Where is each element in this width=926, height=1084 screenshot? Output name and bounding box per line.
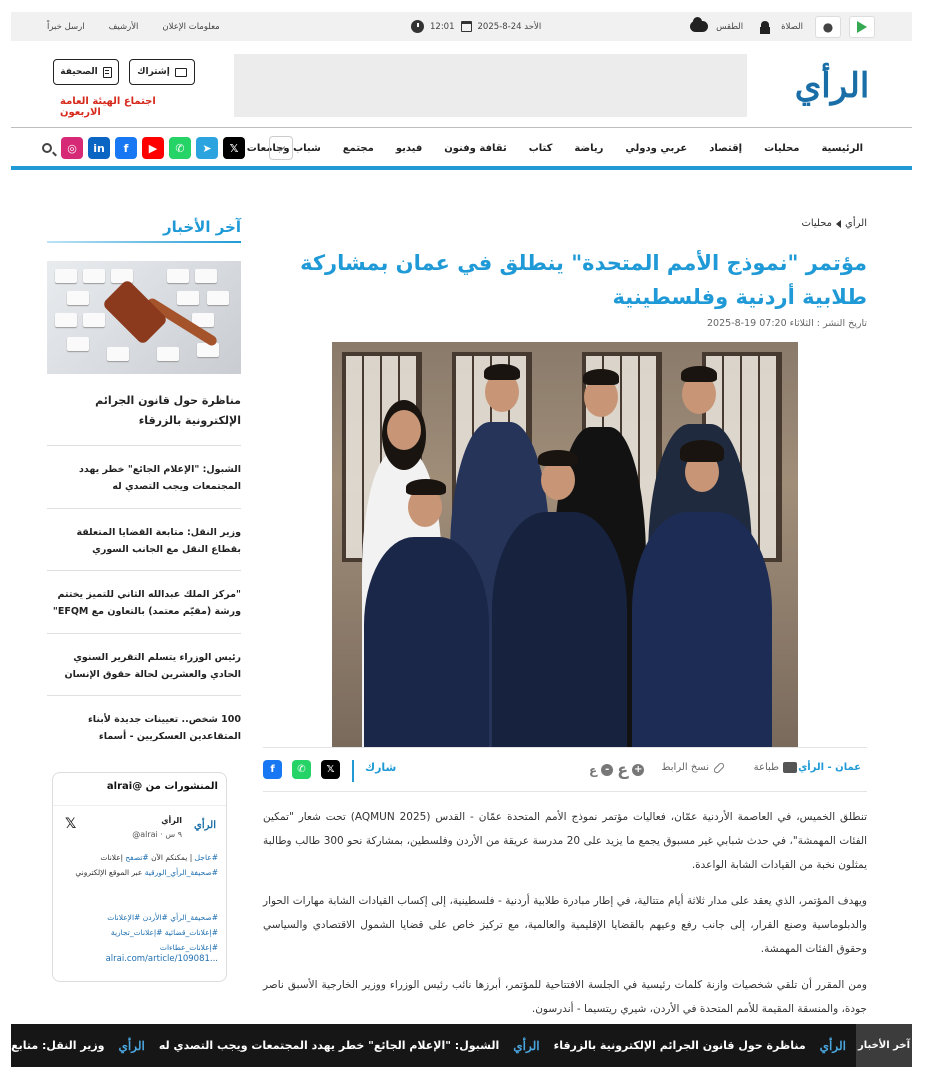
link-icon xyxy=(713,761,726,774)
tweet-author-handle: @alrai · ٩ س xyxy=(132,830,182,839)
copy-link-button[interactable] xyxy=(661,762,725,773)
featured-news-image[interactable] xyxy=(47,261,241,374)
date-value: الأحد 24-8-2025 xyxy=(477,21,542,32)
nav-item-local[interactable]: محليات xyxy=(764,142,800,154)
font-letter-small: ع xyxy=(589,762,598,777)
sidebar-divider xyxy=(47,633,241,634)
search-icon xyxy=(42,143,52,153)
sidebar-title: آخر الأخبار xyxy=(162,218,241,236)
ticker-label: آخر الأخبار xyxy=(856,1024,912,1067)
share-icons xyxy=(263,760,340,779)
nav-item-economy[interactable]: إقتصاد xyxy=(709,142,743,154)
tweet-hashtag[interactable]: #عاجل xyxy=(194,853,218,862)
sidebar-news-item[interactable]: "مركز الملك عبدالله الثاني للتميز يختتم ورشة (مقيّم معتمد) بالتعاون مع EFQM" xyxy=(52,589,241,617)
newspaper-button[interactable] xyxy=(53,59,119,85)
tweet-hashtag[interactable]: #صحيفة_الرأي_الورقية xyxy=(144,868,218,877)
chevron-down-icon xyxy=(277,142,285,150)
nav-item-sports[interactable]: رياضة xyxy=(574,142,604,154)
article-paragraph: تنطلق الخميس، في العاصمة الأردنية عمّان، فعاليات مؤتمر نموذج الأمم المتحدة عمّان - القدس (AQMUN 2025) تحت شعار "تمكين الفئات المهمشة"، في حدث شبابي غير مسبوق يجمع ما يزيد على 20 مدرسة عريقة من الأردن وفلسطين، بمشاركة نحو 300 طالب وطالبة يمثلون نخبة من القيادات الشابة الواعدة. xyxy=(263,811,868,871)
tweet-card[interactable] xyxy=(53,805,227,982)
site-logo[interactable] xyxy=(786,55,878,117)
instagram-icon[interactable]: ◎ xyxy=(61,137,83,159)
ad-banner xyxy=(234,54,747,117)
article-author[interactable]: عمان - الرأي xyxy=(798,762,861,773)
top-link-archive[interactable]: الأرشيف xyxy=(108,21,139,32)
ticker-logo-icon: الرأي xyxy=(118,1038,145,1053)
article-paragraph: ويهدف المؤتمر، الذي يعقد على مدار ثلاثة أيام متتالية، في إطار مبادرة طلابية أردنية - فلسطينية، إلى إكساب القيادات الشابة مهارات الحوار والدبلوماسية وصنع القرار، إلى جانب رفع وعيهم بالقضايا الإقليمية والعالمية، مع تركيز خاص على قضايا الشمول الاقتصادي والسياسي وحقوق الفئات المهمشة. xyxy=(263,895,867,955)
ticker-item[interactable]: مناظرة حول قانون الجرائم الإلكترونية بالزرقاء xyxy=(553,1039,806,1052)
nav-item-world[interactable]: عربي ودولي xyxy=(625,142,688,154)
newspaper-label: الصحيفة xyxy=(60,67,98,77)
sidebar-divider xyxy=(47,570,241,571)
utility-icons xyxy=(690,16,875,38)
newspaper-icon xyxy=(103,67,112,78)
tweet-text-part: عبر الموقع الإلكتروني xyxy=(75,868,145,877)
chevron-left-icon xyxy=(836,220,841,228)
ticker-item[interactable]: الشبول: "الإعلام الجائع" خطر يهدد المجتمعات ويجب التصدي له xyxy=(158,1039,500,1052)
article-paragraph: ومن المقرر أن تلقي شخصيات وازنة كلمات رئيسية في الجلسة الافتتاحية للمؤتمر، أبرزها نائب رئيس الوزراء ووزير الخارجية الأسبق ناصر جودة، والمنسقة المقيمة للأمم المتحدة في الأردن، شيري ريتسيما - أندرسون. xyxy=(263,979,867,1015)
tweet-avatar[interactable]: الرأي xyxy=(194,820,216,831)
mosque-icon[interactable] xyxy=(757,20,773,34)
tweet-link[interactable]: alrai.com/article/109081... xyxy=(105,954,218,964)
header-alert-link[interactable]: اجتماع الهيئة العامة الاربعون xyxy=(60,96,156,118)
sidebar-divider xyxy=(47,508,241,509)
tweet-text-part: | يمكنكم الآن xyxy=(148,853,195,862)
publish-date: تاريخ النشر : الثلاثاء 07:20 19-8-2025 xyxy=(707,318,867,329)
font-letter-large: ع xyxy=(617,760,629,779)
ticker-logo-icon: الرأي xyxy=(513,1038,540,1053)
twitter-embed-header: المنشورات من @alrai xyxy=(106,781,218,792)
apple-icon: ● xyxy=(822,19,834,34)
nav-items xyxy=(236,128,874,168)
logo-text: الرأي xyxy=(794,66,870,106)
time-value: 12:01 xyxy=(430,21,455,32)
calendar-icon xyxy=(461,21,472,32)
font-increase-button[interactable]: + xyxy=(633,764,643,775)
article-title: مؤتمر "نموذج الأمم المتحدة" ينطلق في عمان بمشاركة طلابية أردنية وفلسطينية xyxy=(300,251,867,309)
tweet-text-part: إعلانات xyxy=(100,853,126,862)
sidebar-divider xyxy=(47,445,241,446)
weather-label[interactable]: الطقس xyxy=(716,21,744,32)
font-decrease-button[interactable]: - xyxy=(601,764,613,776)
clock-icon xyxy=(411,20,424,33)
subscribe-label: إشتراك xyxy=(137,67,170,77)
top-link-send-news[interactable]: ارسل خبراً xyxy=(47,21,85,32)
print-label: طباعة xyxy=(753,762,779,773)
nav-more-button[interactable] xyxy=(269,136,293,160)
facebook-icon[interactable]: f xyxy=(115,137,137,159)
news-ticker xyxy=(11,1024,912,1067)
social-links xyxy=(38,137,245,159)
sidebar-news-item[interactable]: وزير النقل: متابعة القضايا المتعلقة بقطاع النقل مع الجانب السوري xyxy=(76,527,241,555)
subscribe-button[interactable] xyxy=(129,59,195,85)
google-play-icon xyxy=(857,21,867,33)
sidebar-news-item[interactable]: الشبول: "الإعلام الجائع" خطر يهدد المجتمعات ويجب التصدي له xyxy=(79,464,241,492)
sidebar-news-item[interactable]: رئيس الوزراء يتسلم التقرير السنوي الحادي والعشرين لحالة حقوق الإنسان xyxy=(64,652,241,680)
whatsapp-icon[interactable]: ✆ xyxy=(169,137,191,159)
nav-item-culture[interactable]: ثقافة وفنون xyxy=(444,142,507,154)
sidebar-divider xyxy=(47,695,241,696)
tweet-hashtag[interactable]: #تصفح xyxy=(125,853,149,862)
print-button[interactable] xyxy=(754,762,797,773)
sidebar-featured-title[interactable]: مناظرة حول قانون الجرائم الإلكترونية بالزرقاء xyxy=(95,394,241,427)
breadcrumb-section[interactable]: محليات xyxy=(801,218,833,229)
share-label: شارك xyxy=(365,761,397,774)
breadcrumb xyxy=(801,218,867,229)
x-icon[interactable]: 𝕏 xyxy=(223,137,245,159)
top-link-ad-info[interactable]: معلومات الإعلان xyxy=(162,21,220,32)
ticker-track xyxy=(11,1024,846,1067)
google-play-button[interactable] xyxy=(849,16,875,38)
sidebar-news-item[interactable]: 100 شخص.. تعيينات جديدة لأبناء المتقاعدين العسكريين - أسماء xyxy=(87,714,241,742)
tweet-text xyxy=(60,850,218,880)
card-icon xyxy=(175,68,187,77)
nav-item-youth[interactable]: شباب وجامعات xyxy=(246,142,321,154)
ticker-logo-icon: الرأي xyxy=(819,1038,846,1053)
top-links xyxy=(47,22,220,32)
article-photo xyxy=(332,342,798,747)
x-logo-icon[interactable]: 𝕏 xyxy=(65,816,77,832)
prayer-label[interactable]: الصلاة xyxy=(781,21,803,32)
date-time xyxy=(411,12,541,41)
main-nav xyxy=(11,128,912,168)
telegram-icon[interactable]: ➤ xyxy=(196,137,218,159)
share-toolbar xyxy=(263,747,867,792)
nav-accent-bar xyxy=(11,166,912,170)
sidebar-title-underline xyxy=(47,241,241,243)
tweet-hashtags[interactable]: #صحيفة_الرأي #الأردن #الإعلانات #إعلانات_قضائية #إعلانات_تجارية #إعلانات_عطاءات xyxy=(107,913,218,952)
share-facebook-icon[interactable]: f xyxy=(263,760,282,779)
copy-link-label: نسخ الرابط xyxy=(661,762,709,773)
weather-icon[interactable] xyxy=(690,21,708,32)
apple-store-button[interactable] xyxy=(815,16,841,38)
nav-item-video[interactable]: فيديو xyxy=(395,142,423,154)
ticker-item[interactable]: وزير النقل: متابع xyxy=(11,1039,105,1052)
share-divider xyxy=(352,760,354,782)
nav-item-society[interactable]: مجتمع xyxy=(342,142,374,154)
nav-item-writers[interactable]: كتاب xyxy=(528,142,553,154)
tweet-author-name[interactable]: الرأي xyxy=(161,816,182,825)
share-whatsapp-icon[interactable]: ✆ xyxy=(292,760,311,779)
font-size-controls xyxy=(589,760,644,779)
nav-item-home[interactable]: الرئيسية xyxy=(821,142,863,154)
share-x-icon[interactable]: 𝕏 xyxy=(321,760,340,779)
top-utility-bar xyxy=(11,12,912,41)
printer-icon xyxy=(783,762,797,773)
breadcrumb-home[interactable]: الرأي xyxy=(845,218,867,229)
youtube-icon[interactable]: ▶ xyxy=(142,137,164,159)
search-button[interactable] xyxy=(38,137,56,159)
linkedin-icon[interactable]: in xyxy=(88,137,110,159)
twitter-embed xyxy=(52,772,227,982)
